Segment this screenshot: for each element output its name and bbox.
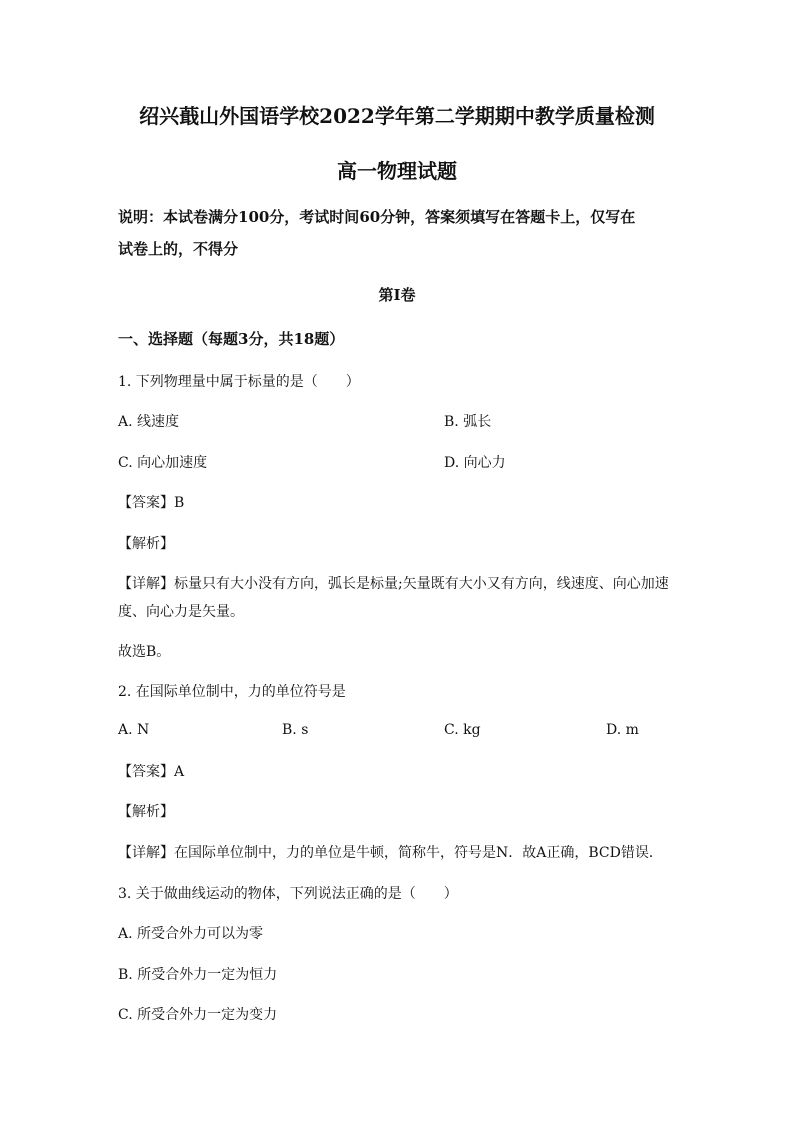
question-2-option-b: B. s — [282, 722, 309, 738]
question-1-detail-line-2: 度、向心力是矢量。 — [118, 604, 244, 620]
question-3-stem: 3. 关于做曲线运动的物体，下列说法正确的是（ ） — [118, 886, 458, 902]
instructions-line-2: 试卷上的，不得分 — [118, 240, 239, 258]
question-1-option-a: A. 线速度 — [118, 414, 180, 430]
question-1-option-c: C. 向心加速度 — [118, 455, 208, 471]
question-2-option-a: A. N — [118, 722, 150, 738]
question-2-analysis-label: 【解析】 — [118, 804, 174, 820]
question-2-stem: 2. 在国际单位制中，力的单位符号是 — [118, 684, 346, 700]
question-3-option-a: A. 所受合外力可以为零 — [118, 926, 264, 942]
question-1-option-d: D. 向心力 — [444, 455, 506, 471]
section-heading: 一、选择题（每题3分，共18题） — [118, 330, 345, 348]
question-2-option-c: C. kg — [444, 722, 481, 738]
exam-title: 绍兴蕺山外国语学校2022学年第二学期期中教学质量检测 — [139, 104, 655, 128]
question-3-option-b: B. 所受合外力一定为恒力 — [118, 967, 278, 983]
question-2-detail-line-1: 【详解】在国际单位制中，力的单位是牛顿，简称牛，符号是N．故A正确，BCD错误． — [118, 845, 663, 861]
exam-subtitle: 高一物理试题 — [337, 159, 457, 183]
question-3-option-c: C. 所受合外力一定为变力 — [118, 1007, 278, 1023]
question-1-detail-line-1: 【详解】标量只有大小没有方向，弧长是标量;矢量既有大小又有方向，线速度、向心加速 — [118, 576, 669, 592]
question-1-answer: 【答案】B — [118, 495, 185, 511]
question-1-option-b: B. 弧长 — [444, 414, 492, 430]
question-1-conclusion: 故选B。 — [118, 644, 171, 660]
question-1-analysis-label: 【解析】 — [118, 536, 174, 552]
question-2-answer: 【答案】A — [118, 764, 185, 780]
volume-label: 第I卷 — [378, 286, 416, 304]
question-2-option-d: D. m — [606, 722, 639, 738]
question-1-stem: 1. 下列物理量中属于标量的是（ ） — [118, 374, 360, 390]
instructions-line-1: 说明：本试卷满分100分，考试时间60分钟，答案须填写在答题卡上，仅写在 — [118, 208, 636, 226]
